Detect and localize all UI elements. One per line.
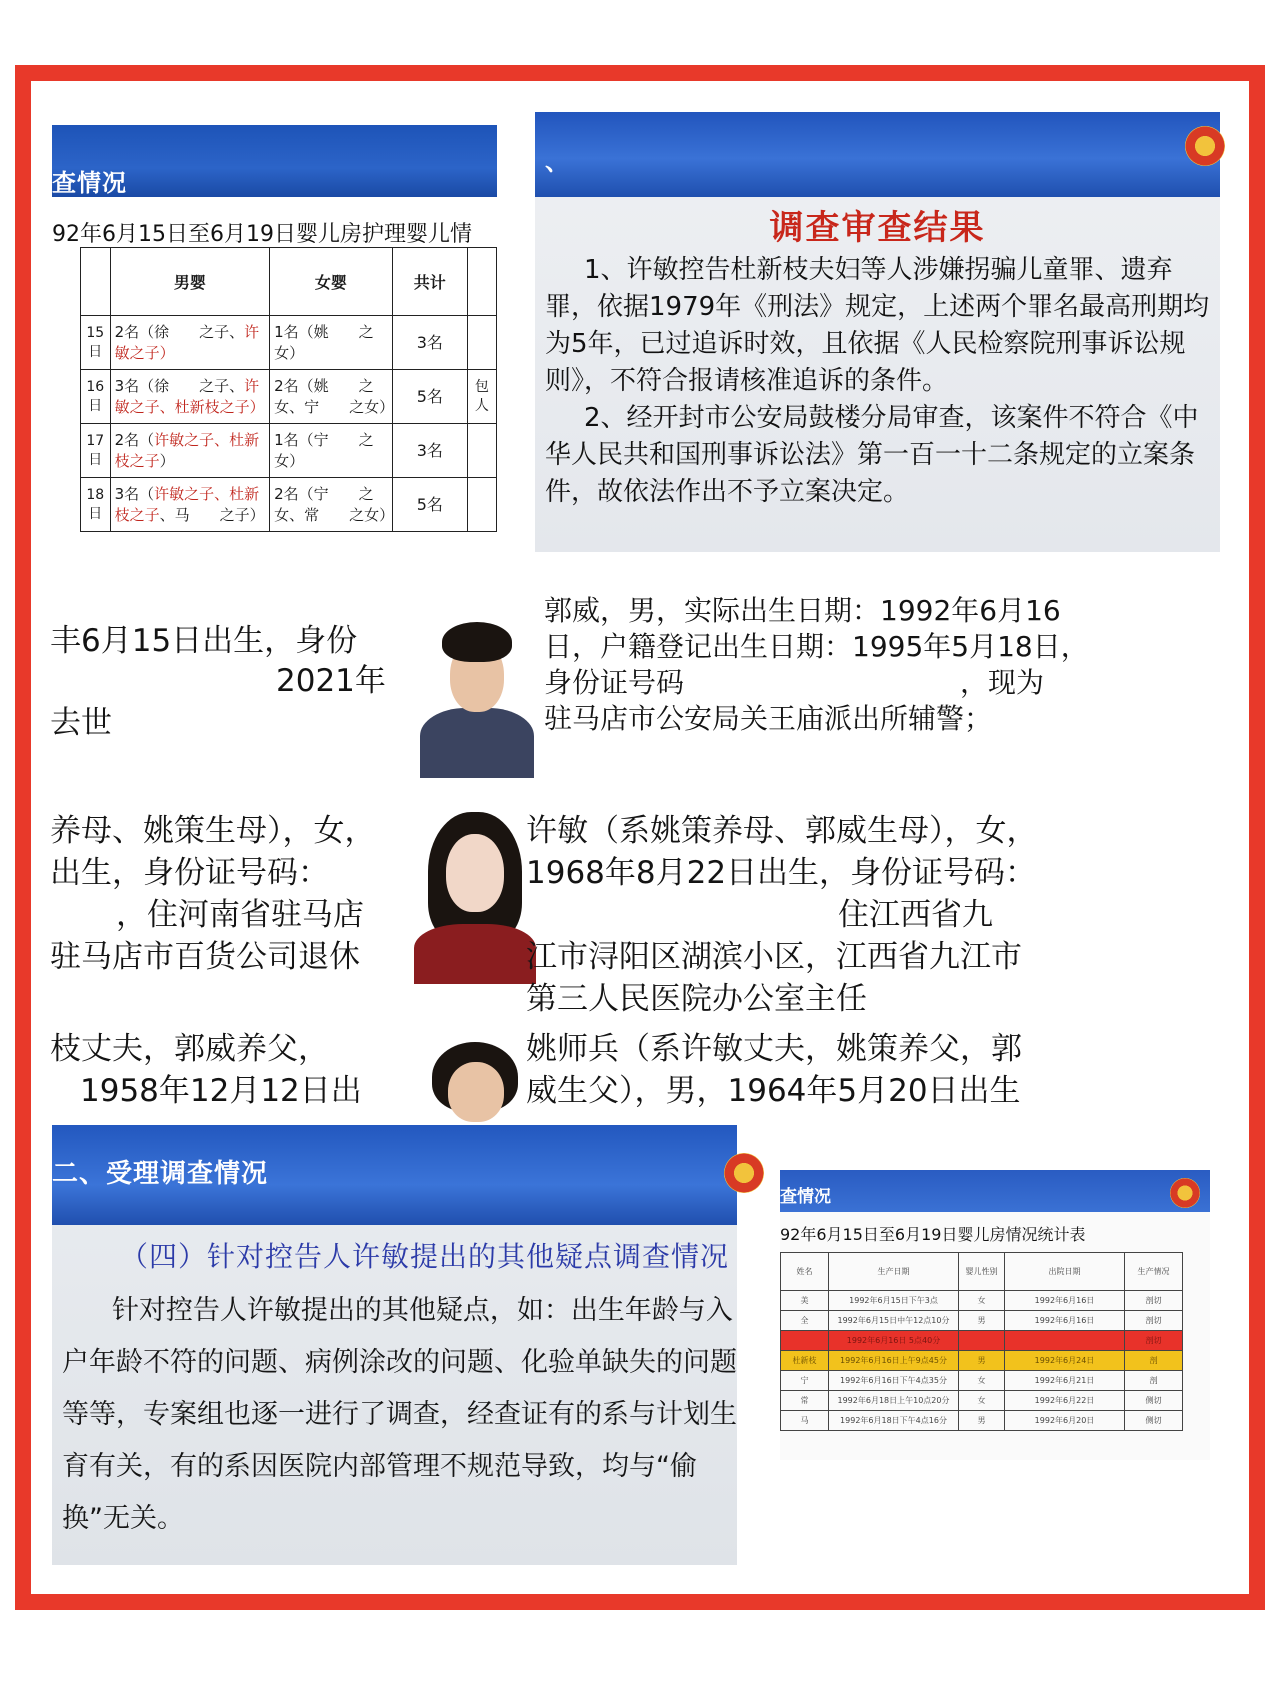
cell-name: 宁 bbox=[781, 1371, 829, 1391]
cell-name bbox=[781, 1331, 829, 1351]
profile-text: 威生父），男，1964年5月20日出生 bbox=[526, 1073, 1021, 1109]
cell-sex: 女 bbox=[959, 1391, 1005, 1411]
cell-girls: 2名（宁 之女、常 之女） bbox=[270, 478, 393, 532]
table-header-row bbox=[81, 248, 497, 316]
col-header-name: 姓名 bbox=[781, 1253, 829, 1291]
profile-text: 许敏（系姚策养母、郭威生母），女， bbox=[526, 813, 1038, 849]
profiles-section bbox=[50, 594, 1110, 1109]
cell-name: 常 bbox=[781, 1391, 829, 1411]
profile-text: ，住河南省驻马店 bbox=[116, 897, 364, 933]
table-row-highlighted-yellow bbox=[781, 1351, 1183, 1371]
col-header-delivery: 生产情况 bbox=[1125, 1253, 1183, 1291]
col-header-boys: 男婴 bbox=[110, 248, 270, 316]
cell-delivery: 侧切 bbox=[1125, 1411, 1183, 1431]
cell-delivery: 侧切 bbox=[1125, 1391, 1183, 1411]
cell-extra bbox=[467, 316, 496, 370]
cell-born: 1992年6月15日下午3点 bbox=[829, 1291, 959, 1311]
slide-paragraph: 针对控告人许敏提出的其他疑点，如：出生年龄与入户年龄不符的问题、病例涂改的问题、化验单缺失的问题等等，专案组也逐一进行了调查，经查证有的系与计划生育有关，有的系因医院内部管理不规范导致，均与“偷换”无关。 bbox=[62, 1295, 737, 1534]
portrait-photo-xu-min bbox=[410, 806, 540, 974]
table-row bbox=[81, 424, 497, 478]
profile-text: 第三人民医院办公室主任 bbox=[526, 981, 867, 1017]
cell-born: 1992年6月16日下午4点35分 bbox=[829, 1371, 959, 1391]
cell-date: 17日 bbox=[81, 424, 111, 478]
cell-name: 马 bbox=[781, 1411, 829, 1431]
cell-date: 15日 bbox=[81, 316, 111, 370]
nursery-table bbox=[80, 247, 497, 532]
cell-name: 全 bbox=[781, 1311, 829, 1331]
table-row bbox=[781, 1371, 1183, 1391]
cell-discharge: 1992年6月22日 bbox=[1005, 1391, 1125, 1411]
cell-extra: 包人 bbox=[467, 370, 496, 424]
col-header-total: 共计 bbox=[392, 248, 467, 316]
col-header-extra bbox=[467, 248, 496, 316]
other-doubts-slide bbox=[52, 1125, 737, 1565]
cell-girls: 1名（姚 之女） bbox=[270, 316, 393, 370]
cell-sex: 女 bbox=[959, 1291, 1005, 1311]
cell-boys: 3名（许敏之子、杜新枝之子、马 之子） bbox=[110, 478, 270, 532]
table-row bbox=[81, 316, 497, 370]
profile-text: 养母、姚策生母），女， bbox=[50, 813, 376, 849]
police-emblem-icon bbox=[724, 1153, 764, 1193]
cell-boys: 2名（徐 之子、许敏之子） bbox=[110, 316, 270, 370]
profile-text: 日，户籍登记出生日期：1995年5月18日， bbox=[544, 630, 1089, 663]
cell-delivery: 剖 bbox=[1125, 1351, 1183, 1371]
table-subtitle: 92年6月15日至6月19日婴儿房护理婴儿情 bbox=[52, 222, 472, 247]
cell-name: 杜新枝 bbox=[781, 1351, 829, 1371]
col-header-discharge: 出院日期 bbox=[1005, 1253, 1125, 1291]
slide-header-text: 、 bbox=[545, 148, 569, 176]
cell-total: 5名 bbox=[392, 370, 467, 424]
cell-boys: 2名（许敏之子、杜新枝之子） bbox=[110, 424, 270, 478]
profile-text: 郭威，男，实际出生日期：1992年6月16 bbox=[544, 594, 1061, 627]
cell-delivery: 剖切 bbox=[1125, 1331, 1183, 1351]
table-row bbox=[81, 370, 497, 424]
slide-subtitle: （四）针对控告人许敏提出的其他疑点调查情况 bbox=[120, 1240, 730, 1273]
cell-discharge: 1992年6月20日 bbox=[1005, 1411, 1125, 1431]
profile-text: 丰6月15日出生，身份 bbox=[50, 623, 358, 659]
police-emblem-icon bbox=[1170, 1178, 1200, 1208]
profile-text: 驻马店市百货公司退休 bbox=[50, 939, 360, 975]
cell-boys: 3名（徐 之子、许敏之子、杜新枝之子） bbox=[110, 370, 270, 424]
slide-body bbox=[62, 1285, 752, 1545]
cell-discharge: 1992年6月16日 bbox=[1005, 1291, 1125, 1311]
cell-discharge: 1992年6月21日 bbox=[1005, 1371, 1125, 1391]
nursery-table-panel bbox=[52, 125, 497, 535]
cell-discharge: 1992年6月24日 bbox=[1005, 1351, 1125, 1371]
col-header-sex: 婴儿性别 bbox=[959, 1253, 1005, 1291]
cell-born: 1992年6月16日 5点40分 bbox=[829, 1331, 959, 1351]
col-header-born: 生产日期 bbox=[829, 1253, 959, 1291]
cell-name: 美 bbox=[781, 1291, 829, 1311]
portrait-photo-guo-wei bbox=[412, 610, 542, 765]
cell-total: 3名 bbox=[392, 316, 467, 370]
cell-sex bbox=[959, 1331, 1005, 1351]
investigation-result-slide bbox=[535, 112, 1220, 552]
cell-date: 18日 bbox=[81, 478, 111, 532]
profile-text: 身份证号码 bbox=[544, 666, 685, 699]
slide-header-bar bbox=[535, 112, 1220, 197]
profile-text: 出生，身份证号码： bbox=[50, 855, 329, 891]
cell-discharge: 1992年6月16日 bbox=[1005, 1311, 1125, 1331]
profile-text: 枝丈夫，郭威养父， bbox=[50, 1031, 329, 1067]
slide-header-text: 二、受理调查情况 bbox=[52, 1159, 269, 1189]
table-row-highlighted-red bbox=[781, 1331, 1183, 1351]
profile-text: ，现为 bbox=[960, 666, 1045, 699]
cell-girls: 2名（姚 之女、宁 之女） bbox=[270, 370, 393, 424]
cell-born: 1992年6月15日中午12点10分 bbox=[829, 1311, 959, 1331]
profile-text: 住江西省九 bbox=[838, 897, 993, 933]
cell-sex: 男 bbox=[959, 1411, 1005, 1431]
table-row bbox=[781, 1411, 1183, 1431]
table-header-row bbox=[781, 1253, 1183, 1291]
profile-text: 驻马店市公安局关王庙派出所辅警； bbox=[544, 702, 993, 735]
cell-delivery: 剖切 bbox=[1125, 1311, 1183, 1331]
cell-born: 1992年6月16日上午9点45分 bbox=[829, 1351, 959, 1371]
cell-discharge bbox=[1005, 1331, 1125, 1351]
col-header-date bbox=[81, 248, 111, 316]
cell-sex: 男 bbox=[959, 1311, 1005, 1331]
portrait-photo-yao-shibing bbox=[410, 1036, 540, 1096]
cell-total: 3名 bbox=[392, 424, 467, 478]
slide-body bbox=[545, 252, 1210, 511]
cell-extra bbox=[467, 424, 496, 478]
table-row bbox=[781, 1291, 1183, 1311]
profile-text: 1968年8月22日出生，身份证号码： bbox=[526, 855, 1037, 891]
slide-header-bar bbox=[780, 1170, 1210, 1212]
cell-girls: 1名（宁 之女） bbox=[270, 424, 393, 478]
profile-text: 1958年12月12日出 bbox=[80, 1073, 362, 1109]
cell-date: 16日 bbox=[81, 370, 111, 424]
result-paragraph-1: 1、许敏控告杜新枝夫妇等人涉嫌拐骗儿童罪、遗弃罪，依据1979年《刑法》规定，上述两个罪名最高刑期均为5年，已过追诉时效，且依据《人民检察院刑事诉讼规则》，不符合报请核准追诉的条件。 bbox=[545, 255, 1210, 396]
cell-born: 1992年6月18日上午10点20分 bbox=[829, 1391, 959, 1411]
profile-text: 2021年 bbox=[276, 663, 386, 699]
col-header-girls: 女婴 bbox=[270, 248, 393, 316]
cell-delivery: 剖切 bbox=[1125, 1291, 1183, 1311]
table-row bbox=[781, 1311, 1183, 1331]
result-paragraph-2: 2、经开封市公安局鼓楼分局审查，该案件不符合《中华人民共和国刑事诉讼法》第一百一十二条规定的立案条件，故依法作出不予立案决定。 bbox=[545, 403, 1199, 507]
profile-text: 姚师兵（系许敏丈夫，姚策养父，郭 bbox=[526, 1031, 1022, 1067]
cell-total: 5名 bbox=[392, 478, 467, 532]
profile-text: 去世 bbox=[50, 705, 112, 741]
cell-extra bbox=[467, 478, 496, 532]
cell-sex: 男 bbox=[959, 1351, 1005, 1371]
police-emblem-icon bbox=[1185, 126, 1225, 166]
cell-sex: 女 bbox=[959, 1371, 1005, 1391]
table-subtitle: 92年6月15日至6月19日婴儿房情况统计表 bbox=[780, 1225, 1086, 1244]
table-row bbox=[81, 478, 497, 532]
cell-born: 1992年6月18日下午4点16分 bbox=[829, 1411, 959, 1431]
nursery-statistics-table bbox=[780, 1252, 1183, 1431]
table-row bbox=[781, 1391, 1183, 1411]
panel-header-text: 查情况 bbox=[52, 169, 127, 197]
slide-heading: 调查审查结果 bbox=[769, 208, 986, 248]
cell-delivery: 剖 bbox=[1125, 1371, 1183, 1391]
profile-text: 江市浔阳区湖滨小区，江西省九江市 bbox=[526, 939, 1022, 975]
panel-header-text: 查情况 bbox=[780, 1187, 831, 1207]
nursery-statistics-panel bbox=[780, 1170, 1210, 1460]
